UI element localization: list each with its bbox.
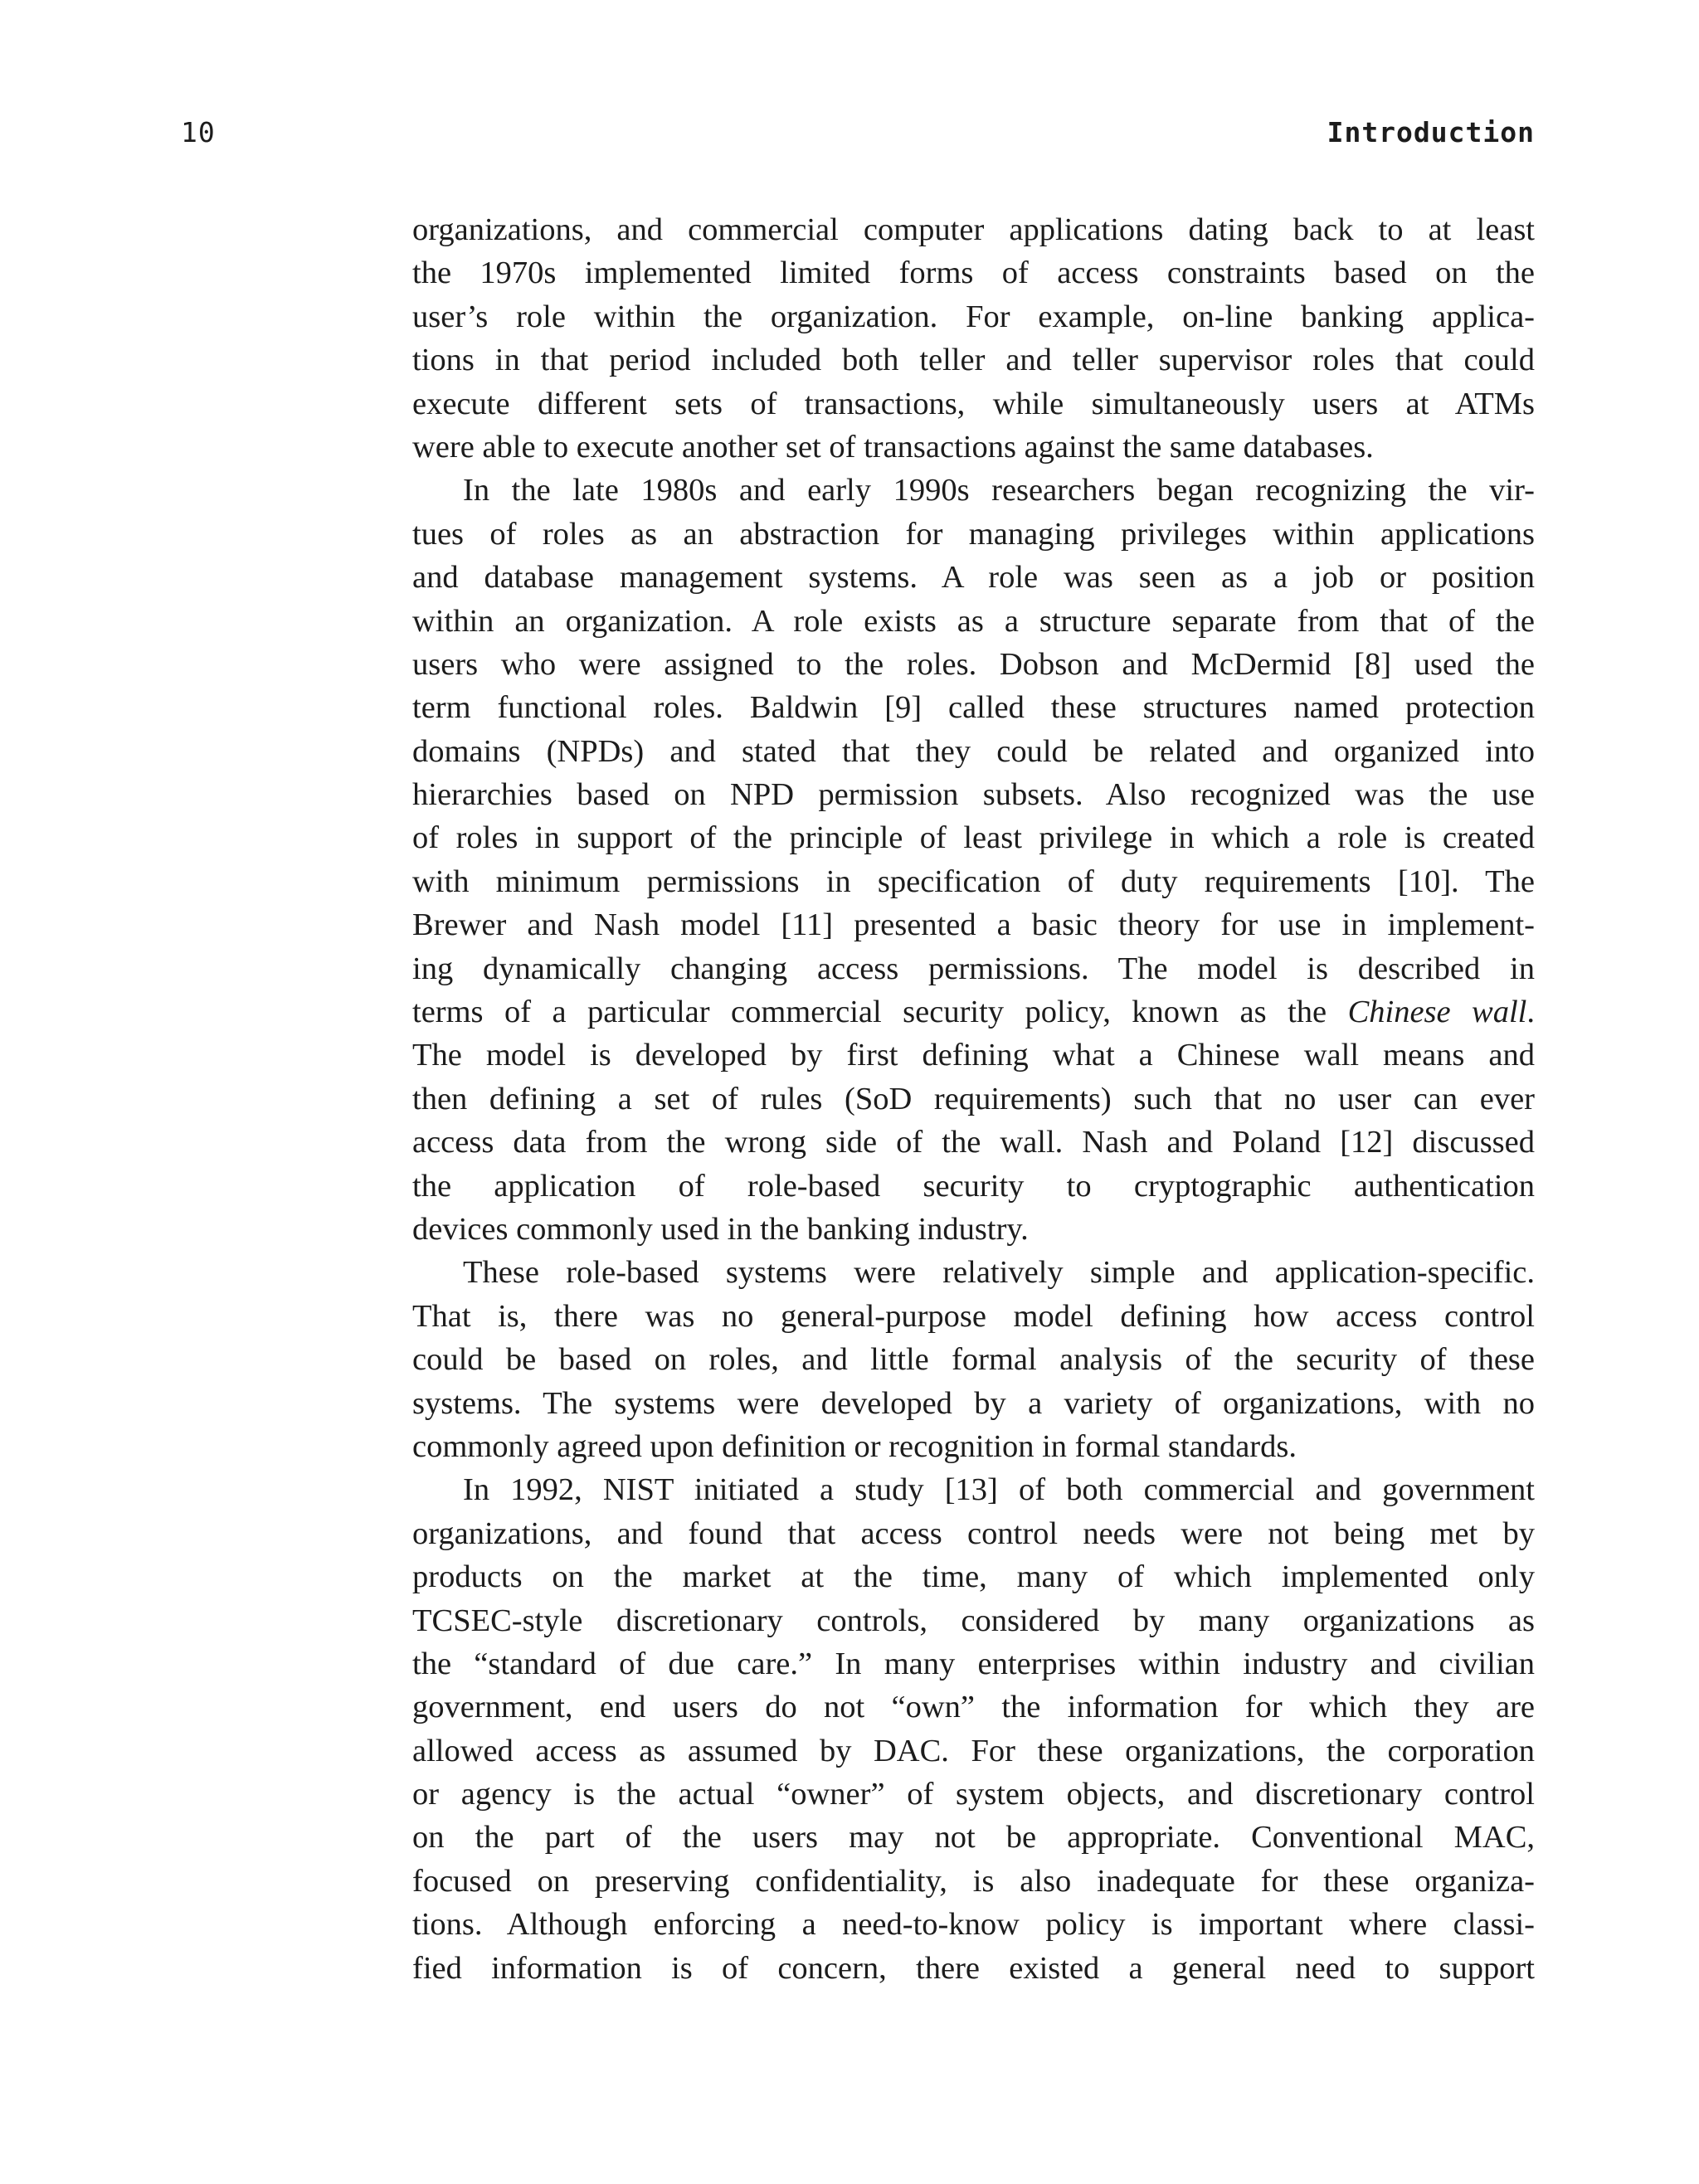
text-line: execute different sets of transactions, while simultaneously users at ATMs xyxy=(412,386,1535,421)
text-line: systems. The systems were developed by a variety of organizations, with no xyxy=(412,1385,1535,1421)
text-line: allowed access as assumed by DAC. For these organizations, the corporation xyxy=(412,1733,1535,1768)
text-line: of roles in support of the principle of least privilege in which a role is created xyxy=(412,820,1535,856)
text-line: and database management systems. A role was seen as a job or position xyxy=(412,560,1535,596)
text-line: tues of roles as an abstraction for managing privileges within applications xyxy=(412,516,1535,552)
text-line: ing dynamically changing access permissions. The model is described in xyxy=(412,951,1535,986)
text-line: commonly agreed upon definition or recognition in formal standards. xyxy=(412,1428,1297,1464)
text-line: the application of role-based security to cryptographic authentication xyxy=(412,1168,1535,1204)
text-line: tions in that period included both teller and teller supervisor roles that could xyxy=(412,343,1535,378)
text-line: with minimum permissions in specification of duty requirements [10]. The xyxy=(412,863,1535,899)
text-line: users who were assigned to the roles. Dobson and McDermid [8] used the xyxy=(412,646,1535,682)
text-line: tions. Although enforcing a need-to-know policy is important where classi- xyxy=(412,1907,1535,1943)
text-line: In the late 1980s and early 1990s researchers began recognizing the vir- xyxy=(463,473,1535,508)
running-head xyxy=(181,116,1535,158)
body-text xyxy=(412,208,1535,1990)
text-line: then defining a set of rules (SoD requirements) such that no user can ever xyxy=(412,1081,1535,1116)
text-line: access data from the wrong side of the wall. Nash and Poland [12] discussed xyxy=(412,1125,1535,1160)
text-line: could be based on roles, and little formal analysis of the security of these xyxy=(412,1342,1535,1378)
paragraph-3 xyxy=(412,1251,1535,1468)
text-line: fied information is of concern, there existed a general need to support xyxy=(412,1950,1535,1986)
text-line: That is, there was no general-purpose model defining how access control xyxy=(412,1298,1535,1334)
section-title: Introduction xyxy=(1327,116,1535,148)
text-line: were able to execute another set of transactions against the same databases. xyxy=(412,429,1374,465)
paragraph-1 xyxy=(412,208,1535,469)
text-line: focused on preserving confidentiality, is also inadequate for these organiza- xyxy=(412,1863,1535,1899)
text-line: organizations, and commercial computer applications dating back to at least xyxy=(412,212,1535,247)
emphasized-term: Chinese wall xyxy=(1347,995,1527,1030)
text-line: These role-based systems were relatively simple and application-specific. xyxy=(463,1255,1535,1291)
text-line: on the part of the users may not be appropriate. Conventional MAC, xyxy=(412,1820,1535,1856)
text-line: Brewer and Nash model [11] presented a basic theory for use in implement- xyxy=(412,907,1535,943)
text-line: TCSEC-style discretionary controls, considered by many organizations as xyxy=(412,1603,1535,1638)
text-line: the “standard of due care.” In many enterprises within industry and civilian xyxy=(412,1646,1535,1681)
text-line: or agency is the actual “owner” of system objects, and discretionary control xyxy=(412,1777,1535,1812)
text-line: terms of a particular commercial security policy, known as the Chinese wall. xyxy=(412,995,1535,1030)
text-line: domains (NPDs) and stated that they could be related and organized into xyxy=(412,733,1535,769)
page-number: 10 xyxy=(181,116,216,148)
text-line: organizations, and found that access control needs were not being met by xyxy=(412,1515,1535,1551)
text-line: the 1970s implemented limited forms of access constraints based on the xyxy=(412,255,1535,291)
text-line: user’s role within the organization. For example, on-line banking applica- xyxy=(412,299,1535,334)
text-line: hierarchies based on NPD permission subsets. Also recognized was the use xyxy=(412,777,1535,813)
text-line: products on the market at the time, many of which implemented only xyxy=(412,1559,1535,1595)
text-line: within an organization. A role exists as a structure separate from that of the xyxy=(412,603,1535,639)
text-line: In 1992, NIST initiated a study [13] of both commercial and government xyxy=(463,1472,1535,1508)
paragraph-4 xyxy=(412,1468,1535,1990)
text-line: The model is developed by first defining what a Chinese wall means and xyxy=(412,1038,1535,1073)
paragraph-2 xyxy=(412,469,1535,1251)
text-line: term functional roles. Baldwin [9] called these structures named protection xyxy=(412,690,1535,726)
text-line: devices commonly used in the banking industry. xyxy=(412,1211,1029,1247)
text-line: government, end users do not “own” the information for which they are xyxy=(412,1690,1535,1725)
